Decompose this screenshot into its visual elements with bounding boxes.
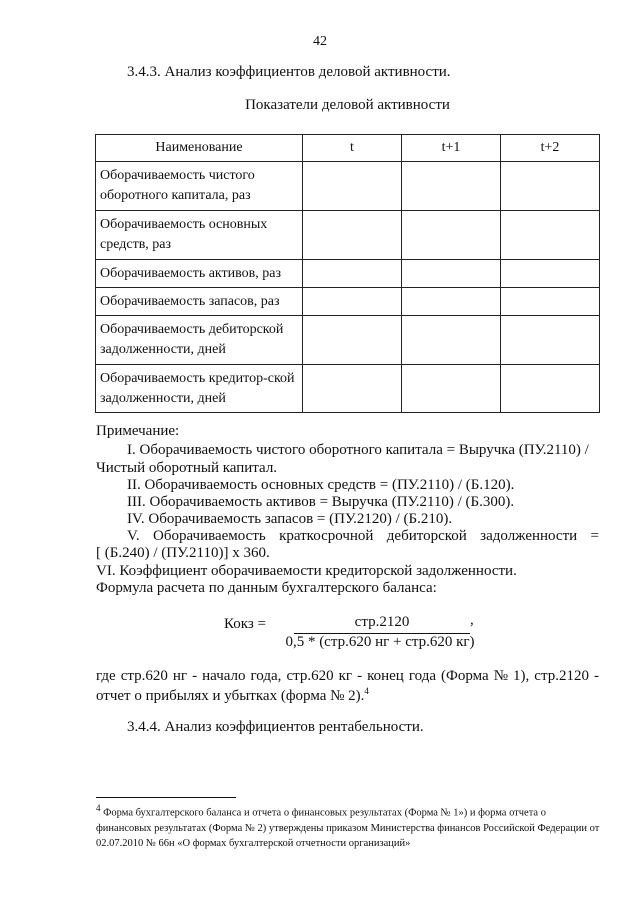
note-5-word: задолженности — [480, 528, 578, 544]
table-cell — [303, 288, 402, 316]
note-6: VI. Коэффициент оборачиваемости кредиторской задолженности. — [96, 563, 517, 579]
formula-trail: , — [470, 612, 474, 628]
table-cell — [402, 162, 501, 211]
table-row — [96, 288, 600, 316]
formula-denominator: 0,5 * (стр.620 нг + стр.620 кг) — [285, 634, 475, 650]
table-cell — [501, 211, 600, 260]
header-t1: t+1 — [402, 135, 501, 162]
note-3: III. Оборачиваемость активов = Выручка (ПУ.2110) / (Б.300). — [127, 494, 515, 510]
formula-numerator: стр.2120 — [294, 614, 470, 634]
note-4: IV. Оборачиваемость запасов = (ПУ.2120) / (Б.210). — [127, 511, 453, 527]
row-label: Оборачиваемость запасов, раз — [96, 288, 303, 316]
formula-intro: Формула расчета по данным бухгалтерского баланса: — [96, 580, 437, 596]
explanation-word: - — [192, 668, 198, 684]
explanation-word: - — [593, 668, 599, 684]
table-row — [96, 211, 600, 260]
row-label: Оборачиваемость дебиторской задолженности, дней — [96, 316, 303, 365]
explanation-word: конец — [367, 668, 404, 684]
next-section-heading: 3.4.4. Анализ коэффициентов рентабельности. — [127, 719, 424, 735]
table-cell — [402, 365, 501, 413]
note-label: Примечание: — [96, 423, 180, 439]
explanation-line-2-text: отчет о прибылях и убытках (форма № 2). — [96, 688, 365, 704]
explanation-word: нг — [172, 668, 188, 684]
note-1-line-1: I. Оборачиваемость чистого оборотного капитала = Выручка (ПУ.2110) / — [127, 442, 589, 458]
explanation-word: стр.620 — [120, 668, 168, 684]
table-cell — [501, 162, 600, 211]
note-5-word: = — [590, 528, 599, 544]
row-label: Оборачиваемость активов, раз — [96, 260, 303, 288]
header-name: Наименование — [96, 135, 303, 162]
explanation-word: стр.620 — [286, 668, 334, 684]
explanation-word: года — [408, 668, 436, 684]
table-cell — [501, 288, 600, 316]
row-label: Оборачиваемость основных средств, раз — [96, 211, 303, 260]
table-row — [96, 260, 600, 288]
table-cell — [501, 365, 600, 413]
explanation-line-1 — [96, 668, 599, 685]
note-2: II. Оборачиваемость основных средств = (ПУ.2110) / (Б.120). — [127, 477, 515, 493]
explanation-word: (Форма — [441, 668, 489, 684]
table-row — [96, 365, 600, 413]
table-cell — [402, 260, 501, 288]
explanation-word: № — [493, 668, 509, 684]
explanation-word: года, — [250, 668, 282, 684]
note-5-word: краткосрочной — [279, 528, 374, 544]
table-cell — [402, 316, 501, 365]
footnote-text: Форма бухгалтерского баланса и отчета о финансовых результатах (Форма № 1») и форма отчета о финансовых результатах (Форма № 2) утверждены приказом Министерства финансов Российской Федерации от 02.07.2010 № 66н «О формах бухгалтерской отчетности организаций» — [96, 807, 600, 849]
table-cell — [303, 260, 402, 288]
explanation-word: 1), — [513, 668, 530, 684]
table-cell — [303, 316, 402, 365]
activity-indicators-table — [95, 134, 600, 413]
explanation-word: где — [96, 668, 116, 684]
explanation-word: кг — [338, 668, 353, 684]
table-row — [96, 316, 600, 365]
table-cell — [501, 316, 600, 365]
section-heading: 3.4.3. Анализ коэффициентов деловой активности. — [127, 64, 451, 80]
note-5-line-2: [ (Б.240) / (ПУ.2110)] х 360. — [96, 545, 270, 561]
table-row — [96, 162, 600, 211]
note-5-word: V. — [127, 528, 140, 544]
formula-lhs: Кокз = — [224, 616, 266, 632]
table-cell — [402, 211, 501, 260]
note-5-line-1 — [127, 528, 599, 545]
note-5-word: Оборачиваемость — [153, 528, 266, 544]
row-label: Оборачиваемость кредитор-ской задолженности, дней — [96, 365, 303, 413]
footnote-reference: 4 — [364, 686, 369, 696]
table-cell — [402, 288, 501, 316]
row-label: Оборачиваемость чистого оборотного капитала, раз — [96, 162, 303, 211]
footnote-divider — [96, 797, 236, 798]
footnote — [96, 801, 602, 851]
explanation-word: - — [357, 668, 363, 684]
explanation-line-2 — [96, 686, 369, 705]
note-1-line-2: Чистый оборотный капитал. — [96, 460, 278, 476]
table-cell — [303, 162, 402, 211]
page-number: 42 — [313, 34, 327, 49]
explanation-word: стр.2120 — [534, 668, 589, 684]
table-cell — [303, 211, 402, 260]
footnote-marker: 4 — [96, 803, 101, 813]
header-t2: t+2 — [501, 135, 600, 162]
table-header-row — [96, 135, 600, 162]
header-t: t — [303, 135, 402, 162]
note-5-word: дебиторской — [386, 528, 467, 544]
table-caption: Показатели деловой активности — [245, 97, 450, 113]
table-cell — [303, 365, 402, 413]
explanation-word: начало — [202, 668, 246, 684]
table-cell — [501, 260, 600, 288]
